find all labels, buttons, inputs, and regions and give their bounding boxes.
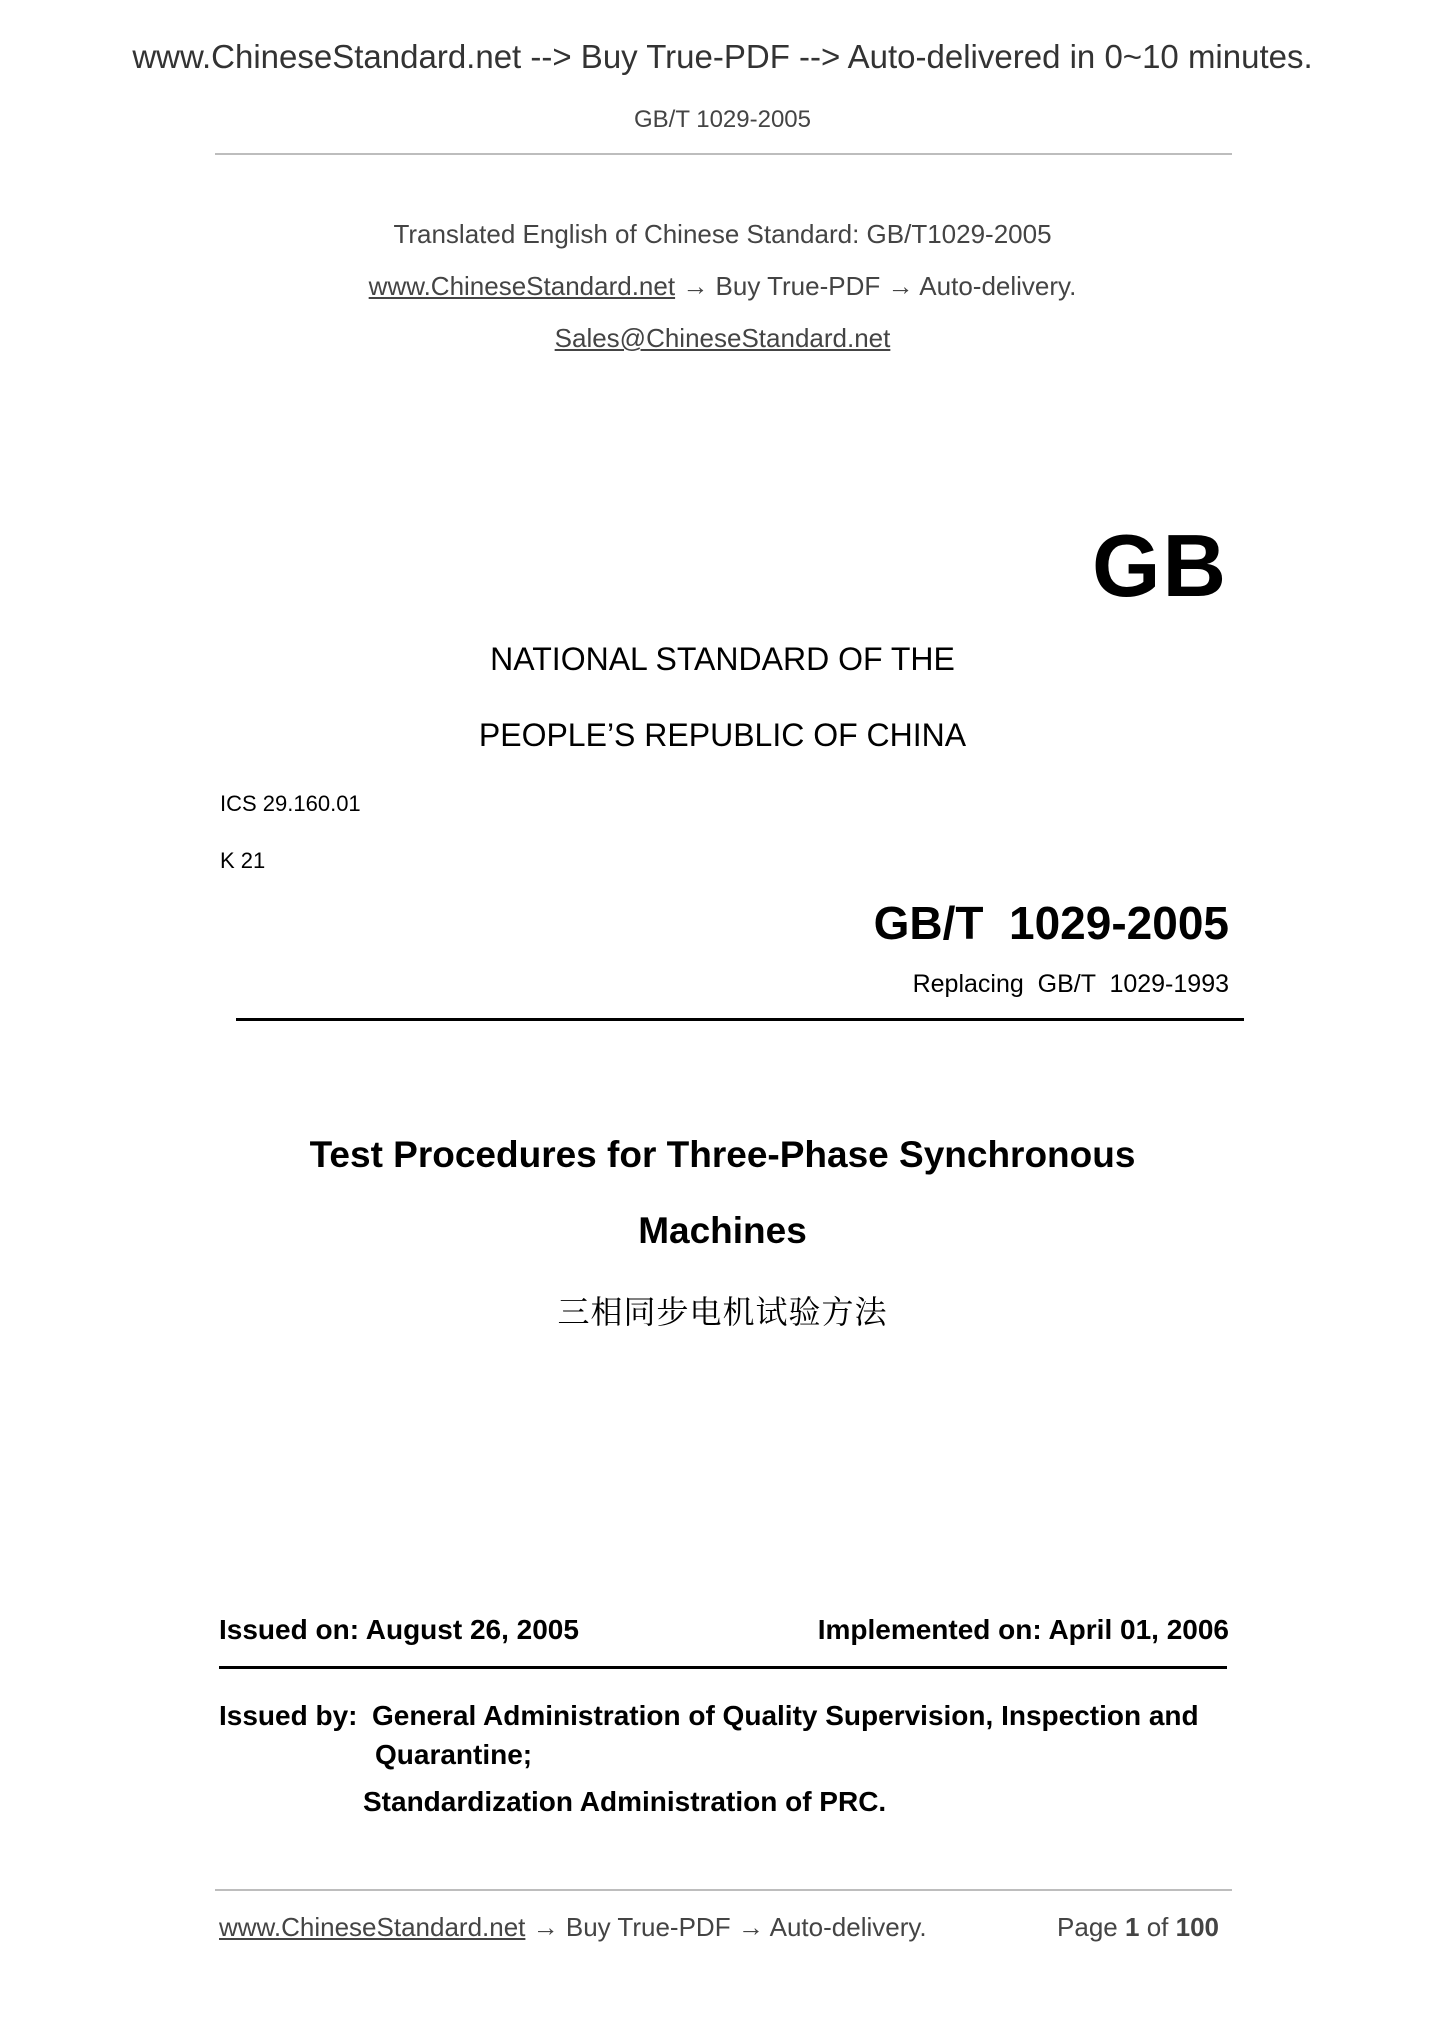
issuer-line2: Quarantine; [375,1739,533,1770]
document-title-line1: Test Procedures for Three-Phase Synchronous [309,1134,1136,1175]
page-total: 100 [1175,1912,1219,1942]
replacing-code: Replacing GB/T 1029-1993 [912,970,1229,998]
footer-auto-delivery-text: Auto-delivery. [769,1912,927,1942]
translation-note: Translated English of Chinese Standard: GB/T1029-2005 [393,219,1052,249]
ics-code: ICS 29.160.01 [220,791,361,816]
footer-buy-true-pdf-text: Buy True-PDF [565,1912,731,1942]
issuer-line3: Standardization Administration of PRC. [363,1786,887,1817]
translation-links-row [0,271,1445,302]
category-code: K 21 [220,848,266,873]
header-divider [215,153,1232,155]
header-standard-code: GB/T 1029-2005 [633,106,811,133]
site-link[interactable]: www.ChineseStandard.net [368,271,676,301]
footer-site-link[interactable]: www.ChineseStandard.net [219,1912,526,1942]
national-standard-line1: NATIONAL STANDARD OF THE [490,641,955,677]
footer-divider [215,1889,1232,1891]
arrow-right-icon: → [887,271,914,301]
email-row [0,323,1445,354]
document-title-chinese: 三相同步电机试验方法 [557,1294,888,1330]
gb-logo: GB [1092,516,1228,615]
issued-by-label: Issued by: [219,1700,358,1731]
page-of: of [1146,1912,1169,1942]
page-current: 1 [1124,1912,1140,1942]
sales-email-link[interactable]: Sales@ChineseStandard.net [554,323,891,353]
arrow-right-icon: → [737,1912,764,1942]
top-banner-text: www.ChineseStandard.net --> Buy True-PDF --> Auto-delivered in 0~10 minutes. [132,38,1313,75]
arrow-right-icon: → [532,1912,559,1942]
dates-divider [219,1666,1227,1669]
standard-code: GB/T 1029-2005 [873,897,1229,949]
buy-true-pdf-text: Buy True-PDF [715,271,881,301]
footer-links [219,1912,927,1943]
implemented-date: Implemented on: April 01, 2006 [817,1614,1229,1645]
arrow-right-icon: → [682,271,709,301]
page-label: Page [1057,1912,1118,1942]
issued-date: Issued on: August 26, 2005 [219,1614,579,1645]
code-divider [236,1018,1244,1021]
national-standard-line2: PEOPLE’S REPUBLIC OF CHINA [478,717,967,753]
document-title-line2: Machines [638,1210,807,1251]
page-number [1057,1912,1219,1943]
auto-delivery-text: Auto-delivery. [919,271,1077,301]
issuer-line1: General Administration of Quality Supervision, Inspection and [372,1700,1199,1731]
